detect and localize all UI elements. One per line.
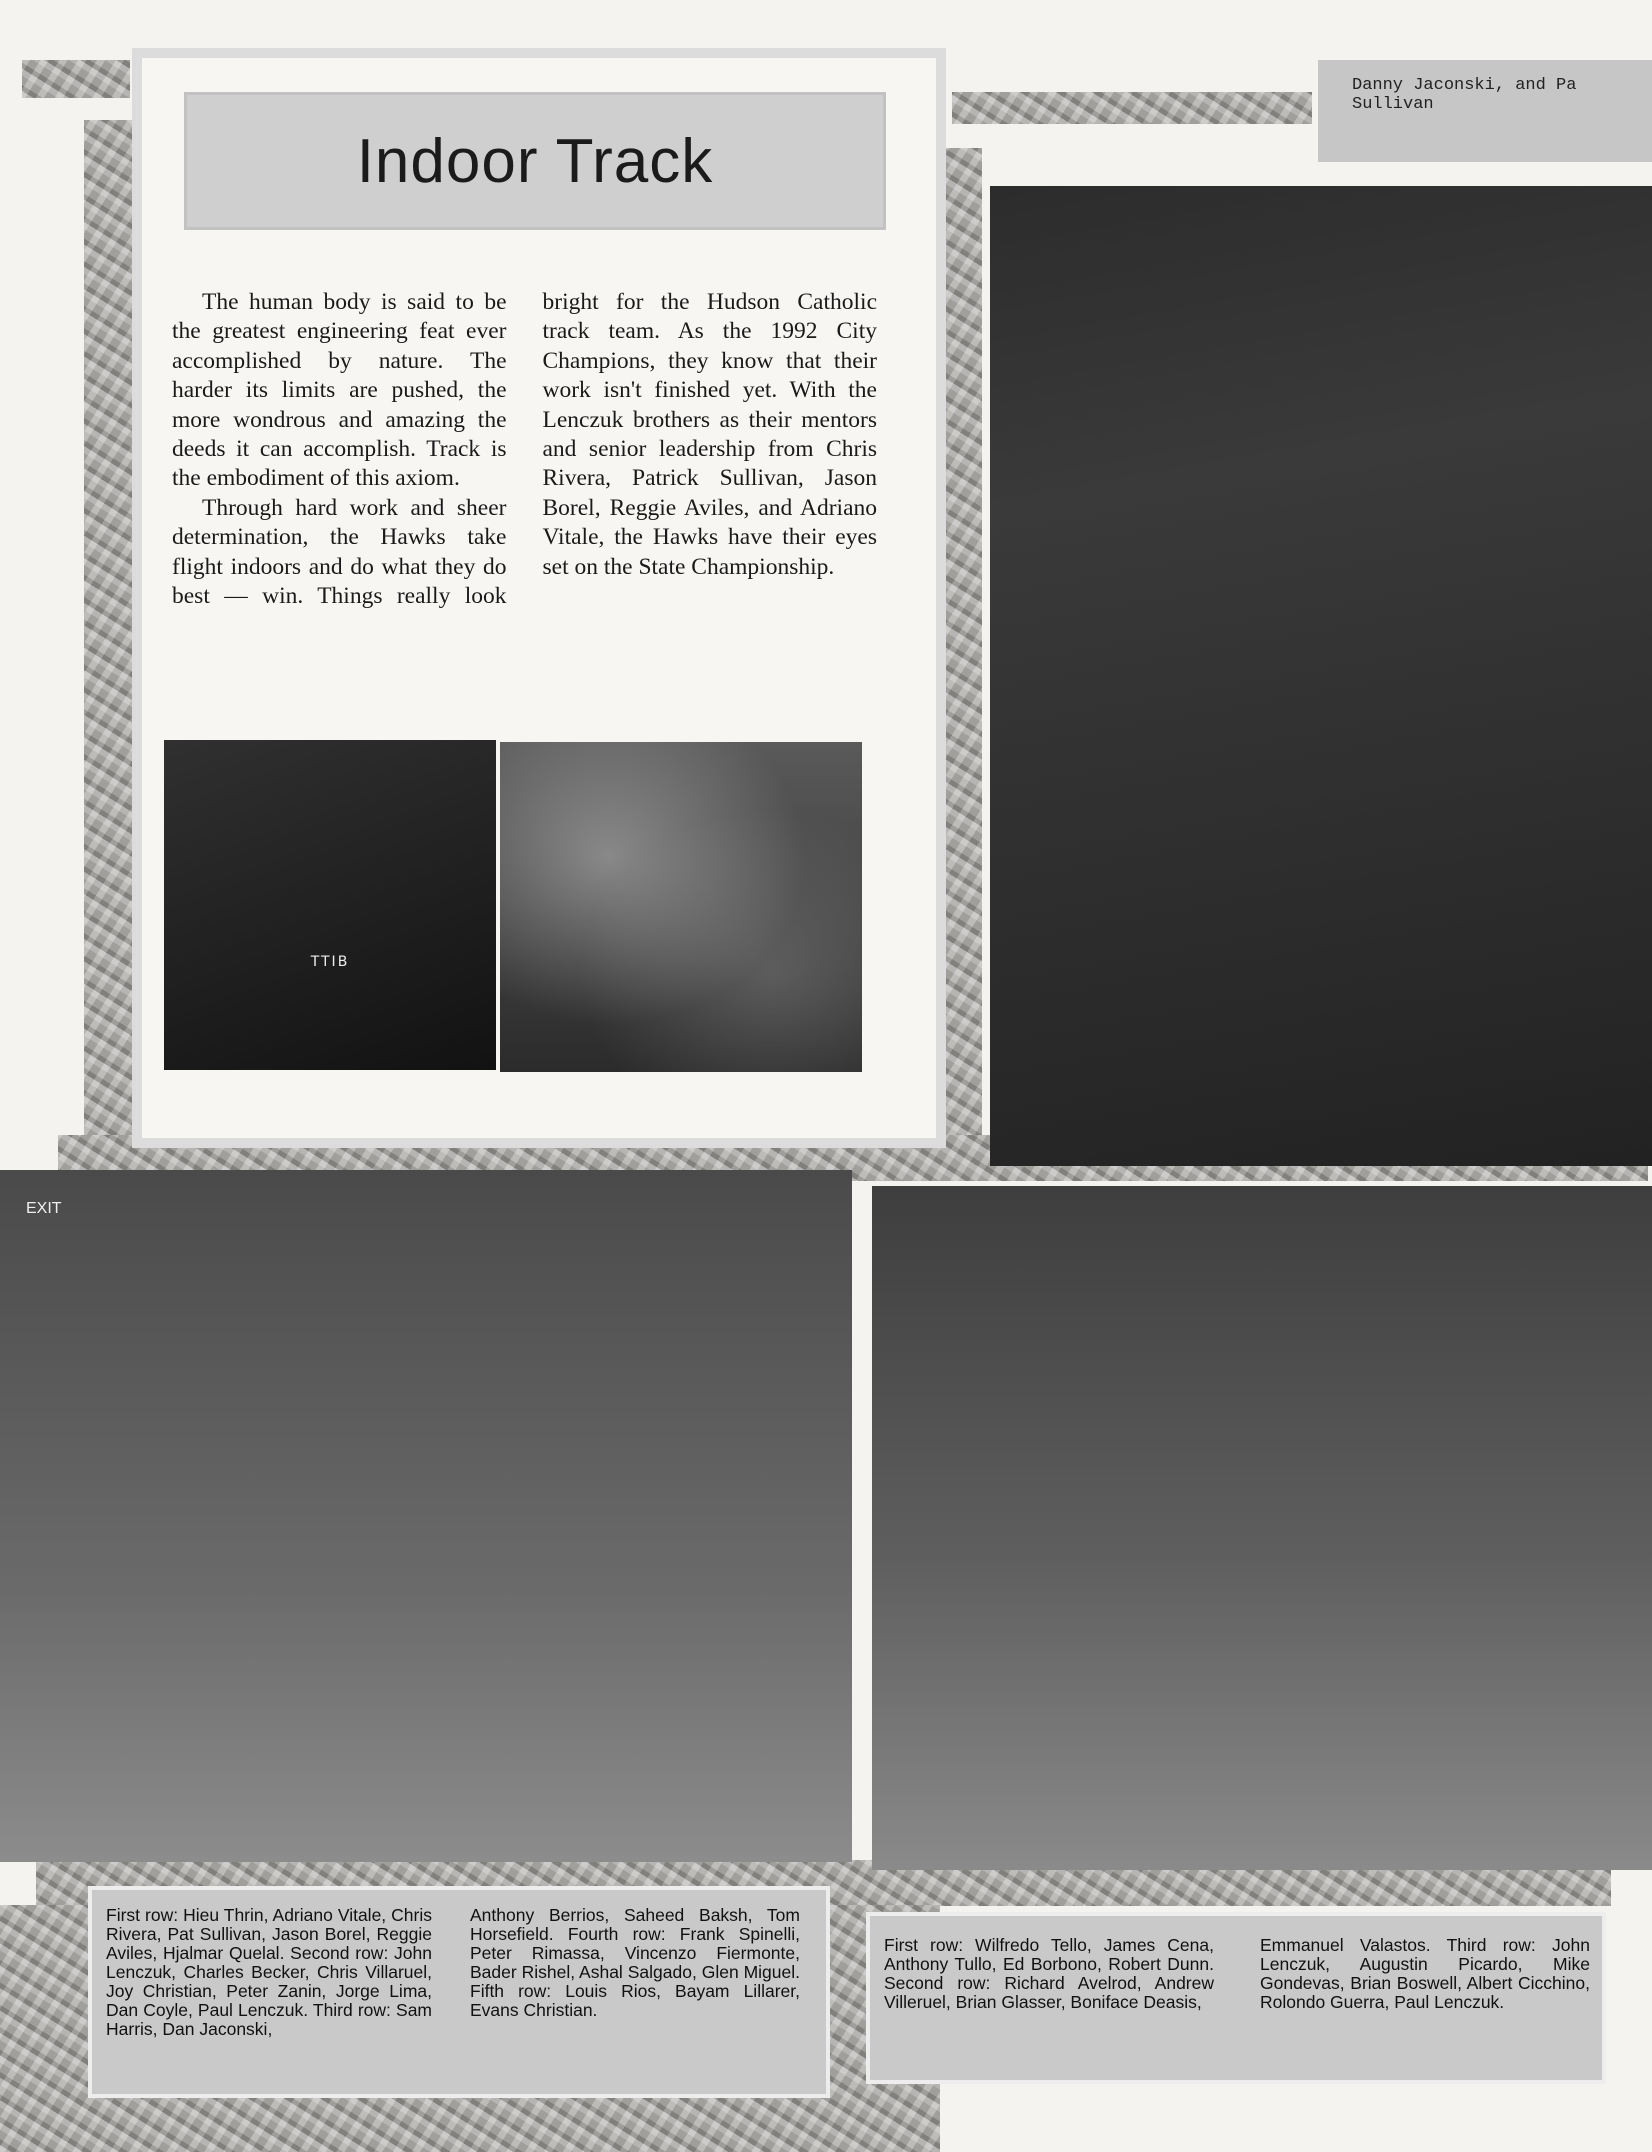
photo-hurdler xyxy=(164,740,496,1070)
article-paragraph: Through hard work and sheer determination, the Hawks take flight indoors and do what they do best — win. Things really look bright for the Hudson Catholic track team. As the 1992 City Champions, they know that their work isn't finished yet. With the Lenczuk brothers as their mentors and senior leadership from Chris Rivera, Patrick Sullivan, Jason Borel, Reggie Aviles, and Adriano Vitale, the Hawks have their eyes set on the State Championship. xyxy=(172,289,877,610)
photo-runners-large xyxy=(990,186,1652,1166)
photo-team-right xyxy=(872,1186,1652,1870)
photo-runner xyxy=(500,742,862,1072)
top-caption-text: Danny Jaconski, and Pa Sullivan xyxy=(1352,76,1577,114)
exit-sign: EXIT xyxy=(26,1200,62,1217)
hurdle-sign-text: TTIB xyxy=(310,954,350,970)
caption-team-right xyxy=(866,1912,1606,2084)
caption-right-col2: Emmanuel Valastos. Third row: John Lenczuk, Augustin Picardo, Mike Gondevas, Brian Boswell, Albert Cicchino, Rolondo Guerra, Paul Lenczuk. xyxy=(1260,1935,1590,2012)
photo-team-left xyxy=(0,1170,852,1862)
page-title: Indoor Track xyxy=(356,126,714,196)
section-title-bar xyxy=(184,92,886,230)
caption-team-left xyxy=(88,1886,830,2098)
article-paragraph: The human body is said to be the greatest engineering feat ever accomplished by nature. The harder its limits are pushed, the more wondrous and amazing the deeds it can accomplish. Track is the embodiment of this axiom. xyxy=(172,289,507,492)
caption-left-col1: First row: Hieu Thrin, Adriano Vitale, Chris Rivera, Pat Sullivan, Jason Borel, Reggie Aviles, Hjalmar Quelal. Second row: John Lenczuk, Charles Becker, Chris Villaruel, Joy Christian, Peter Zanin, Jorge Lima, Dan Coyle, Paul Lenczuk. Third row: Sam Harris, Dan Jaconski, xyxy=(106,1905,432,2039)
marble-strip-left xyxy=(84,120,132,1170)
article-column-1 xyxy=(172,288,877,611)
marble-strip-vertical-middle xyxy=(946,148,982,1170)
marble-strip-top-left xyxy=(22,60,130,98)
caption-right-col1: First row: Wilfredo Tello, James Cena, Anthony Tullo, Ed Borbono, Robert Dunn. Second row: Richard Avelrod, Andrew Villeruel, Brian Glasser, Boniface Deasis, xyxy=(884,1935,1214,2012)
photo-caption-top-right xyxy=(1318,60,1652,162)
caption-left-col2: Anthony Berrios, Saheed Baksh, Tom Horsefield. Fourth row: Frank Spinelli, Peter Rimassa, Vincenzo Fiermonte, Bader Rishel, Ashal Salgado, Glen Miguel. Fifth row: Louis Rios, Bayam Lillarer, Evans Christian. xyxy=(470,1905,800,2020)
marble-strip-top-middle xyxy=(952,92,1312,124)
